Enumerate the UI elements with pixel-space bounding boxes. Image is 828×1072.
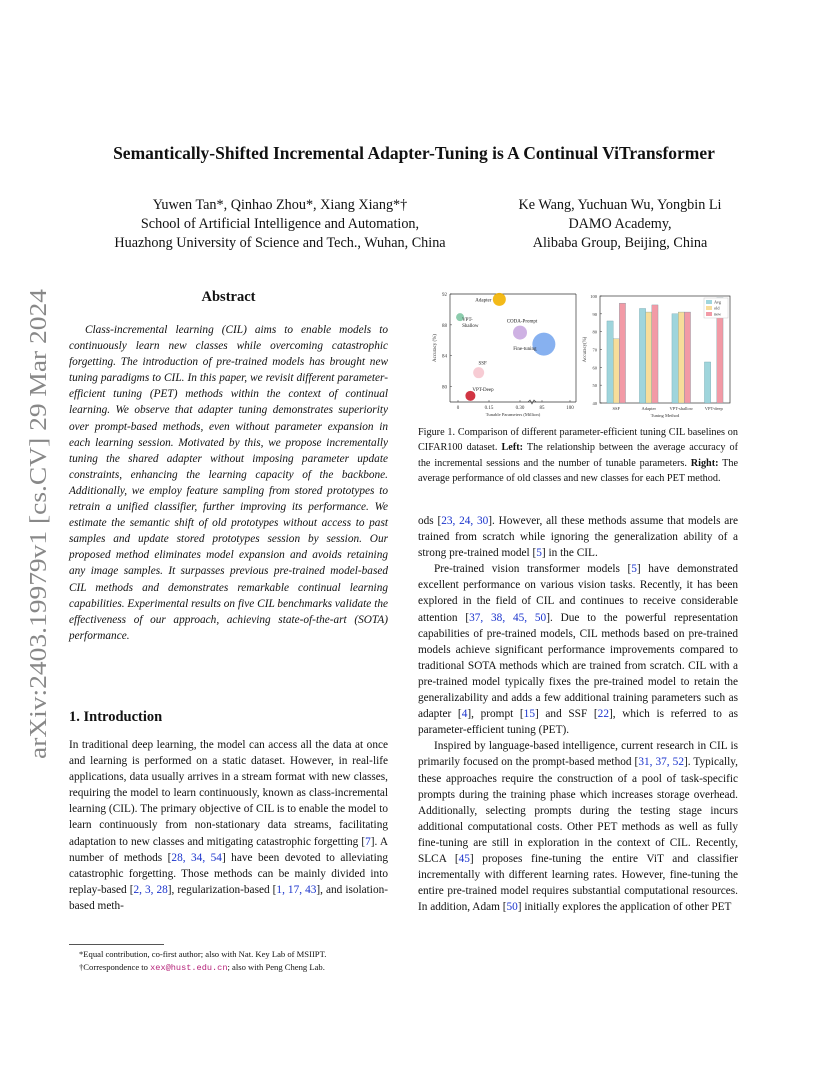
legend-label: new xyxy=(714,311,722,317)
citation-link[interactable]: 2, 3, 28 xyxy=(133,883,168,896)
text-run: ]. However, all these methods assume that models are trained from scratch while ignoring the generalization ability of a strong pre-trained model [ xyxy=(418,515,739,560)
y-tick-label: 88 xyxy=(442,323,447,329)
y-tick-label: 100 xyxy=(590,294,597,299)
text-run: ] and SSF [ xyxy=(534,708,598,721)
scatter-point-fine-tuning xyxy=(532,333,555,356)
citation-link[interactable]: 50 xyxy=(506,901,518,914)
x-tick-label: VPT-shallow xyxy=(669,406,694,411)
point-label: Fine-tuning xyxy=(513,347,537,353)
text-run: The average performance of old classes and new classes for each PET method. xyxy=(418,457,739,484)
text-run: ods [ xyxy=(418,515,442,527)
legend-swatch-avg xyxy=(706,300,712,304)
right-paragraph-2 xyxy=(418,561,738,738)
citation-link[interactable]: 37, 38, 45, 50 xyxy=(469,611,547,624)
point-label: SSF xyxy=(478,361,487,367)
text-run: ], which is referred to as parameter-efficient tuning (PET). xyxy=(418,708,738,737)
citation-link[interactable]: 5 xyxy=(631,563,637,576)
authors-right xyxy=(470,196,770,253)
bar-new-adapter xyxy=(652,305,658,403)
y-tick-label: 92 xyxy=(442,293,447,298)
abstract-heading: Abstract xyxy=(201,289,256,305)
x-tick-label: 85 xyxy=(539,406,545,411)
caption-label: Figure 1. xyxy=(418,427,456,438)
paper-title: Semantically-Shifted Incremental Adapter-Tuning is A Continual ViTransformer xyxy=(113,143,715,163)
affiliation-right-2: Alibaba Group, Beijing, China xyxy=(532,235,708,251)
y-tick-label: 80 xyxy=(592,329,597,335)
text-run: Comparison of different parameter-efficient tuning CIL baselines on CIFAR100 dataset. xyxy=(418,427,738,454)
bar-old-ssf xyxy=(613,339,619,403)
citation-link[interactable]: 22 xyxy=(597,708,609,721)
caption-right-label: Right: xyxy=(690,457,719,469)
introduction-heading: 1. Introduction xyxy=(69,709,163,725)
y-tick-label: 84 xyxy=(442,354,447,360)
point-label: Adapter xyxy=(475,298,492,304)
caption-left-label: Left: xyxy=(501,442,524,454)
y-tick-label: 40 xyxy=(592,401,597,406)
point-label: Shallow xyxy=(462,324,479,330)
y-tick-label: 50 xyxy=(592,383,597,389)
x-tick-label: SSF xyxy=(612,406,621,411)
bar-avg-vpt-deep xyxy=(704,362,710,403)
affiliation-right-1: DAMO Academy, xyxy=(568,216,672,232)
text-run: †Correspondence to xyxy=(79,961,151,972)
x-tick-label: 0 xyxy=(456,406,460,411)
arxiv-identifier xyxy=(10,285,60,765)
y-axis-title: Accuracy (%) xyxy=(433,334,438,362)
y-tick-label: 80 xyxy=(442,385,447,391)
text-run: ] initially explores the application of other PET xyxy=(517,901,732,914)
scatter-point-adapter xyxy=(493,293,506,306)
x-tick-label: Adapter xyxy=(641,406,656,411)
right-column-body xyxy=(418,513,738,915)
x-tick-label: 100 xyxy=(566,406,574,411)
text-run: Pre-trained vision transformer models [ xyxy=(434,563,632,576)
abstract-text: Class-incremental learning (CIL) aims to enable models to continuously learn new classes while overcoming catastrophic forgetting. The introduction of pre-trained models has brought new tuning paradigms to CIL. In this paper, we revisit different parameter-efficient tuning (PET) methods within the context of continual learning. We observe that adapter tuning demonstrates superiority over prompt-based methods, even without parameter expansion in each learning session. Motivated by this, we propose incrementally tuning the shared adapter without imposing parameter update constraints, enhancing the learning capacity of the backbone. Additionally, we employ feature sampling from stored prototypes to retrain a unified classifier, further improving its performance. We estimate the semantic shift of old prototypes without access to past samples and update stored prototypes session by session. Our proposed method eliminates model expansion and avoids retaining any image samples. It surpasses previous pre-trained model-based CIL methods and demonstrates remarkable continual learning capabilities. Experimental results on five CIL benchmarks validate the effectiveness of our approach, achieving state-of-the-art (SOTA) performance. xyxy=(69,324,388,642)
point-label: CODA-Prompt xyxy=(506,319,538,325)
bar-old-adapter xyxy=(646,312,652,403)
y-tick-label: 70 xyxy=(592,347,597,353)
scatter-point-ssf xyxy=(473,367,484,378)
scatter-point-coda-prompt xyxy=(513,326,527,340)
citation-link[interactable]: 5 xyxy=(536,547,542,560)
scatter-chart xyxy=(433,293,576,417)
footnote-rule xyxy=(69,944,164,945)
email-link[interactable]: xex@hust.edu.cn xyxy=(150,962,228,973)
affiliation-left-1: School of Artificial Intelligence and Automation, xyxy=(140,216,420,232)
text-run: ], prompt [ xyxy=(467,708,524,721)
y-tick-label: 60 xyxy=(592,365,597,371)
figure-caption xyxy=(418,425,738,486)
author-names-left: Yuwen Tan*, Qinhao Zhou*, Xiang Xiang*† xyxy=(152,197,408,213)
text-run: ] have demonstrated excellent performance on various vision tasks. Recently, it has been explored in the field of CIL and continues to receive considerable attention [ xyxy=(418,563,738,624)
citation-link[interactable]: 45 xyxy=(458,852,470,865)
text-run: ] proposes fine-tuning the entire ViT and classifier incrementally with different learning rates. However, fine-tuning the entire pre-trained model requires substantial computational resources. In addition, Adam [ xyxy=(418,852,738,914)
bar-new-vpt-shallow xyxy=(684,312,690,403)
bar-avg-vpt-shallow xyxy=(672,314,678,403)
text-run: ]. Typically, these approaches require the construction of a pool of task-specific prompts during the training phase which increases storage overhead. Additionally, selecting prompts during the testing stage incurs additional computational costs. Other PET methods as well as fully fine-tuning are still in exploration in the context of CIL. Recently, SLCA [ xyxy=(418,756,738,865)
affiliation-left-2: Huazhong University of Science and Tech., Wuhan, China xyxy=(114,235,446,251)
text-run: ] in the CIL. xyxy=(541,547,598,560)
right-paragraph-1 xyxy=(418,513,738,561)
text-run: ], and isolation-based meth- xyxy=(69,883,388,912)
legend-label: Avg xyxy=(714,299,722,305)
text-run: ; also with Peng Cheng Lab. xyxy=(227,961,325,972)
text-run: The relationship between the average accuracy of the incremental sessions and the number of tunable parameters. xyxy=(418,442,738,469)
citation-link[interactable]: 15 xyxy=(523,708,535,721)
intro-paragraph xyxy=(69,737,388,914)
figure-1 xyxy=(418,290,738,420)
bar-avg-ssf xyxy=(607,321,613,403)
legend-swatch-old xyxy=(706,306,712,310)
authors-left xyxy=(75,196,485,253)
footnote-correspondence xyxy=(69,961,399,975)
x-axis-title: Tunable Parameters (Million) xyxy=(485,412,541,417)
point-label: VPT-Deep xyxy=(472,387,494,393)
bar-chart xyxy=(583,294,730,418)
footnotes xyxy=(69,948,399,974)
text-run: ], regularization-based [ xyxy=(167,883,277,896)
legend-label: old xyxy=(714,305,720,311)
legend-swatch-new xyxy=(706,312,712,316)
citation-link[interactable]: 4 xyxy=(461,708,468,721)
x-tick-label: VPT-deep xyxy=(704,406,723,411)
citation-link[interactable]: 23, 24, 30 xyxy=(441,515,489,527)
citation-link[interactable]: 7 xyxy=(365,835,371,848)
text-run: ] have been devoted to alleviating catastrophic forgetting. Those methods can be mainly divided into replay-based [ xyxy=(69,851,389,896)
abstract-body xyxy=(69,322,388,644)
citation-link[interactable]: 31, 37, 52 xyxy=(638,756,684,769)
x-axis-title: Tuning Method xyxy=(650,413,680,418)
figure-1-svg xyxy=(418,290,738,420)
citation-link[interactable]: 28, 34, 54 xyxy=(171,851,222,864)
author-names-right: Ke Wang, Yuchuan Wu, Yongbin Li xyxy=(518,197,722,213)
arxiv-identifier-text: arXiv:2403.19979v1 [cs.CV] 29 Mar 2024 xyxy=(25,339,52,759)
bar-old-vpt-shallow xyxy=(678,312,684,403)
footnote-equal-contribution: *Equal contribution, co-first author; also with Nat. Key Lab of MSIIPT. xyxy=(79,949,327,959)
point-label: VPT- xyxy=(462,318,473,324)
bar-avg-adapter xyxy=(639,308,645,403)
text-run: In traditional deep learning, the model can access all the data at once and learning is performed on a static dataset. However, in real-life applications, data usually arrives in a stream format with new classes, requiring the model to learn continuously, known as class-incremental learning (CIL). The primary objective of CIL is to enable the model to learn continuously from non-stationary data streams, facilitating adaptation to new classes and mitigating catastrophic forgetting [ xyxy=(69,739,388,848)
introduction-body xyxy=(69,737,388,914)
x-tick-label: 0.30 xyxy=(515,406,525,411)
bar-new-ssf xyxy=(619,303,625,403)
text-run: ]. A number of methods [ xyxy=(69,835,388,864)
y-axis-title: Accuracy(%) xyxy=(583,336,588,363)
right-paragraph-3 xyxy=(418,738,738,915)
text-run: Inspired by language-based intelligence, current research in CIL is primarily focused on the prompt-based method [ xyxy=(418,740,738,769)
y-tick-label: 90 xyxy=(592,311,597,317)
citation-link[interactable]: 1, 17, 43 xyxy=(276,883,317,896)
text-run: ]. Due to the powerful representation capabilities of pre-trained models, CIL methods based on pre-trained models achieve significant performance improvements compared to traditional SOTA methods which are trained from scratch. CIL with a pre-trained model typically fixes the pre-trained model to retain the generalizability and adds a few additional training parameters such as adapter [ xyxy=(418,611,738,721)
x-tick-label: 0.15 xyxy=(484,406,494,411)
